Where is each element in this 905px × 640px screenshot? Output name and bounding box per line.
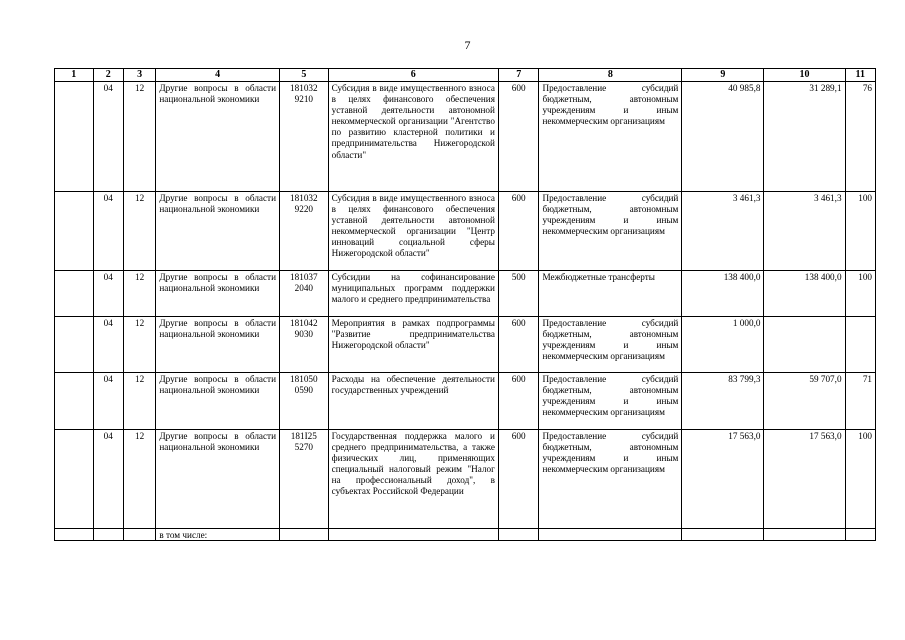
cell-empty: [93, 529, 123, 541]
cell-amount-fact: 31 289,1: [764, 82, 845, 192]
cell-section-name: Другие вопросы в области национальной экономики: [156, 271, 280, 317]
cell-amount-plan: 138 400,0: [682, 271, 764, 317]
cell-description: Субсидии на софинансирование муниципальных программ поддержки малого и среднего предпринимательства: [328, 271, 498, 317]
cell-target-code: 181032 9210: [280, 82, 329, 192]
cell-amount-plan: 40 985,8: [682, 82, 764, 192]
cell-empty: [498, 529, 539, 541]
cell-empty: [845, 529, 875, 541]
cell-empty: [682, 529, 764, 541]
budget-table: [54, 68, 876, 541]
cell-expense-type: 600: [498, 192, 539, 271]
cell-subsection: 12: [123, 82, 155, 192]
table-row: [55, 317, 876, 373]
page-number: 7: [464, 38, 471, 52]
cell-target-code: 181050 0590: [280, 373, 329, 430]
cell-expense-name: Предоставление субсидий бюджетным, автономным учреждениям и иным некоммерческим организациям: [539, 82, 682, 192]
cell-section: 04: [93, 192, 123, 271]
column-header: 5: [280, 69, 329, 82]
cell-empty: [55, 271, 94, 317]
column-header: 10: [764, 69, 845, 82]
cell-amount-fact: [764, 317, 845, 373]
cell-target-code: 181037 2040: [280, 271, 329, 317]
cell-expense-name: Предоставление субсидий бюджетным, автономным учреждениям и иным некоммерческим организациям: [539, 430, 682, 529]
cell-empty: [123, 529, 155, 541]
cell-empty: [55, 192, 94, 271]
cell-expense-name: Межбюджетные трансферты: [539, 271, 682, 317]
cell-percent: 100: [845, 192, 875, 271]
cell-amount-plan: 17 563,0: [682, 430, 764, 529]
cell-section-name: Другие вопросы в области национальной экономики: [156, 430, 280, 529]
cell-amount-fact: 59 707,0: [764, 373, 845, 430]
cell-expense-name: Предоставление субсидий бюджетным, автономным учреждениям и иным некоммерческим организациям: [539, 192, 682, 271]
including-label: в том числе:: [156, 529, 280, 541]
cell-description: Субсидия в виде имущественного взноса в целях финансового обеспечения уставной деятельности автономной некоммерческой организации "Агентство по развитию кластерной политики и предпринимательства Нижегородской области": [328, 82, 498, 192]
cell-percent: 76: [845, 82, 875, 192]
cell-empty: [55, 373, 94, 430]
cell-empty: [55, 82, 94, 192]
cell-empty: [55, 430, 94, 529]
cell-amount-fact: 3 461,3: [764, 192, 845, 271]
cell-section-name: Другие вопросы в области национальной экономики: [156, 192, 280, 271]
cell-amount-plan: 83 799,3: [682, 373, 764, 430]
cell-percent: 100: [845, 430, 875, 529]
cell-section: 04: [93, 271, 123, 317]
cell-subsection: 12: [123, 430, 155, 529]
footer-row: [55, 529, 876, 541]
cell-percent: 71: [845, 373, 875, 430]
table-row: [55, 192, 876, 271]
cell-target-code: 181032 9220: [280, 192, 329, 271]
cell-expense-type: 600: [498, 373, 539, 430]
cell-amount-plan: 3 461,3: [682, 192, 764, 271]
cell-amount-fact: 17 563,0: [764, 430, 845, 529]
cell-empty: [328, 529, 498, 541]
column-header: 9: [682, 69, 764, 82]
cell-description: Субсидия в виде имущественного взноса в целях финансового обеспечения уставной деятельности автономной некоммерческой организации "Центр инноваций социальной сферы Нижегородской области": [328, 192, 498, 271]
cell-empty: [55, 317, 94, 373]
cell-description: Расходы на обеспечение деятельности государственных учреждений: [328, 373, 498, 430]
cell-section: 04: [93, 82, 123, 192]
cell-section: 04: [93, 373, 123, 430]
column-header: 7: [498, 69, 539, 82]
cell-percent: [845, 317, 875, 373]
cell-empty: [280, 529, 329, 541]
cell-subsection: 12: [123, 192, 155, 271]
cell-subsection: 12: [123, 271, 155, 317]
cell-description: Государственная поддержка малого и среднего предпринимательства, а также физических лиц, применяющих специальный налоговый режим "Налог на профессиональный доход", в субъектах Российской Федерации: [328, 430, 498, 529]
table-row: [55, 271, 876, 317]
cell-subsection: 12: [123, 373, 155, 430]
cell-percent: 100: [845, 271, 875, 317]
cell-section-name: Другие вопросы в области национальной экономики: [156, 317, 280, 373]
cell-section-name: Другие вопросы в области национальной экономики: [156, 373, 280, 430]
column-header: 4: [156, 69, 280, 82]
cell-empty: [55, 529, 94, 541]
cell-expense-type: 500: [498, 271, 539, 317]
cell-target-code: 181042 9030: [280, 317, 329, 373]
header-row: [55, 69, 876, 82]
cell-amount-plan: 1 000,0: [682, 317, 764, 373]
cell-expense-type: 600: [498, 317, 539, 373]
cell-amount-fact: 138 400,0: [764, 271, 845, 317]
column-header: 11: [845, 69, 875, 82]
cell-expense-name: Предоставление субсидий бюджетным, автономным учреждениям и иным некоммерческим организациям: [539, 317, 682, 373]
column-header: 6: [328, 69, 498, 82]
table-row: [55, 430, 876, 529]
cell-subsection: 12: [123, 317, 155, 373]
cell-section-name: Другие вопросы в области национальной экономики: [156, 82, 280, 192]
cell-expense-name: Предоставление субсидий бюджетным, автономным учреждениям и иным некоммерческим организациям: [539, 373, 682, 430]
cell-section: 04: [93, 317, 123, 373]
cell-section: 04: [93, 430, 123, 529]
column-header: 3: [123, 69, 155, 82]
cell-description: Мероприятия в рамках подпрограммы "Развитие предпринимательства Нижегородской области": [328, 317, 498, 373]
cell-empty: [539, 529, 682, 541]
table-row: [55, 82, 876, 192]
cell-expense-type: 600: [498, 82, 539, 192]
column-header: 2: [93, 69, 123, 82]
table-row: [55, 373, 876, 430]
cell-target-code: 181I25 5270: [280, 430, 329, 529]
column-header: 8: [539, 69, 682, 82]
column-header: 1: [55, 69, 94, 82]
cell-expense-type: 600: [498, 430, 539, 529]
cell-empty: [764, 529, 845, 541]
